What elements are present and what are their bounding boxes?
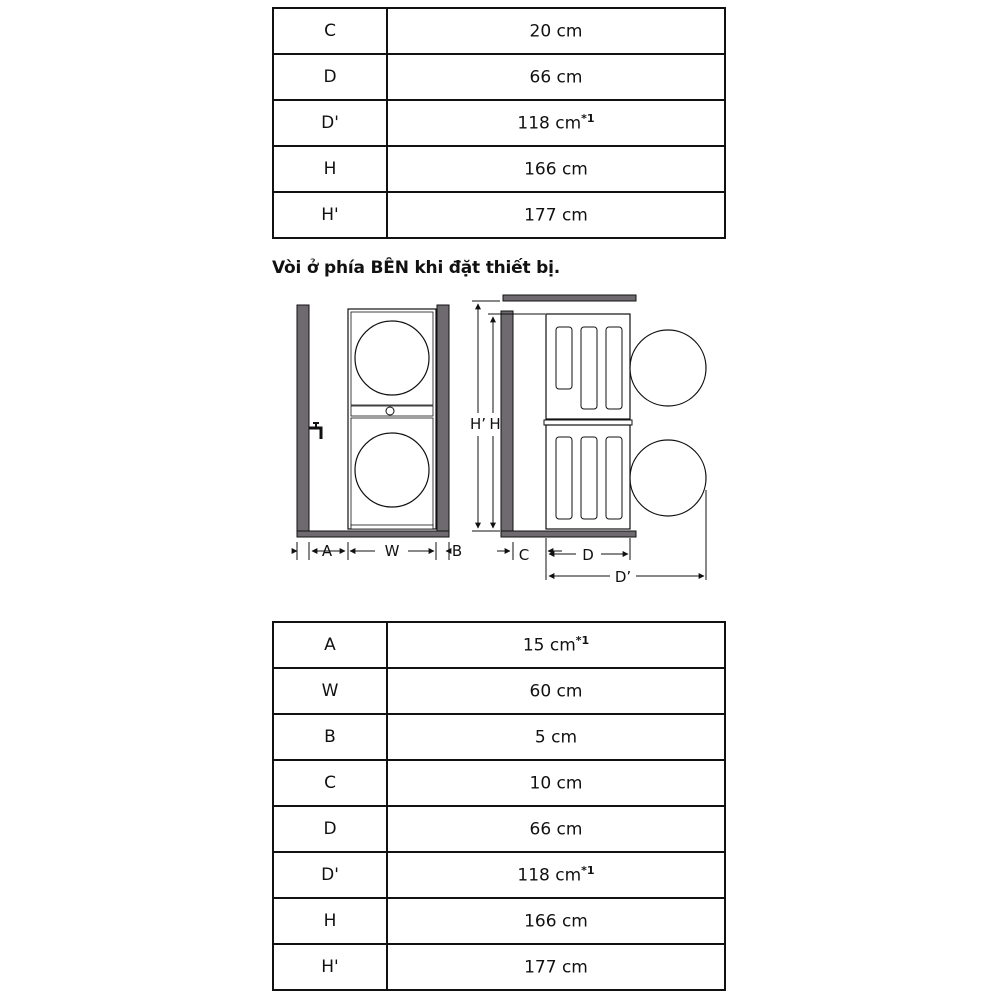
dimension-value-cell	[387, 8, 725, 54]
dimension-value-cell	[387, 806, 725, 852]
stacked-appliance-side	[544, 314, 706, 529]
dimension-key: B	[273, 714, 387, 760]
table-body	[273, 8, 725, 238]
table-row	[273, 898, 725, 944]
dimension-value: 20 cm	[529, 21, 583, 42]
dimension-value-cell	[387, 100, 725, 146]
dimension-value-cell	[387, 146, 725, 192]
dimension-value: 66 cm	[529, 819, 583, 840]
dimension-value: 118 cm	[517, 865, 582, 886]
dimension-value-cell	[387, 622, 725, 668]
dryer-door-open	[630, 330, 706, 406]
dimension-key: H	[273, 898, 387, 944]
dimension-value-cell	[387, 944, 725, 990]
dimension-value: 118 cm	[517, 113, 582, 134]
dimension-key: D	[273, 806, 387, 852]
label-b: B	[451, 542, 463, 560]
table-row	[273, 806, 725, 852]
label-h-prime: H’	[469, 415, 487, 433]
dimension-value: 60 cm	[529, 681, 583, 702]
dimension-key: C	[273, 760, 387, 806]
dimension-value: 166 cm	[524, 159, 588, 180]
table-row	[273, 852, 725, 898]
dimension-value-cell	[387, 192, 725, 238]
dimension-key: H'	[273, 944, 387, 990]
ceiling	[503, 295, 636, 301]
dimension-key: A	[273, 622, 387, 668]
dimension-key: D	[273, 54, 387, 100]
dimension-value-cell	[387, 668, 725, 714]
installation-diagram	[0, 290, 1000, 600]
section-heading: Vòi ở phía BÊN khi đặt thiết bị.	[272, 258, 560, 278]
dimension-key: H	[273, 146, 387, 192]
dimension-key: D'	[273, 100, 387, 146]
back-wall	[501, 311, 513, 537]
table-row	[273, 760, 725, 806]
label-a: A	[321, 542, 333, 560]
washer-door	[355, 433, 429, 507]
label-c: C	[518, 546, 530, 564]
label-h: H	[489, 415, 501, 433]
dimension-value: 66 cm	[529, 67, 583, 88]
table-row	[273, 192, 725, 238]
dimension-value: 177 cm	[524, 205, 588, 226]
dimension-table-bottom	[272, 621, 726, 991]
right-wall	[437, 305, 449, 535]
dimension-table-top	[272, 7, 726, 239]
dimension-key: D'	[273, 852, 387, 898]
table-row	[273, 622, 725, 668]
table-row	[273, 8, 725, 54]
dimension-value: 15 cm	[522, 635, 576, 656]
dimension-value: 177 cm	[524, 957, 588, 978]
side-floor	[501, 531, 636, 537]
stacked-appliance-front	[348, 309, 436, 529]
front-view	[294, 305, 462, 560]
table-row	[273, 100, 725, 146]
dimension-value-cell	[387, 852, 725, 898]
dimension-value: 5 cm	[534, 727, 578, 748]
table-row	[273, 54, 725, 100]
side-view	[470, 295, 706, 586]
dimension-key: W	[273, 668, 387, 714]
dimension-value-cell	[387, 760, 725, 806]
table-row	[273, 146, 725, 192]
dimension-value-cell	[387, 898, 725, 944]
dimension-value-cell	[387, 54, 725, 100]
table-row	[273, 668, 725, 714]
washer-door-open	[630, 440, 706, 516]
dimension-key: H'	[273, 192, 387, 238]
table-row	[273, 714, 725, 760]
dimension-value: 10 cm	[529, 773, 583, 794]
dimension-key: C	[273, 8, 387, 54]
dimension-value-cell	[387, 714, 725, 760]
table-body	[273, 622, 725, 990]
dryer-door	[355, 321, 429, 395]
dimension-value: 166 cm	[524, 911, 588, 932]
table-row	[273, 944, 725, 990]
label-d-prime: D’	[614, 568, 632, 586]
floor	[297, 531, 449, 537]
label-d: D	[582, 546, 594, 564]
footnote-mark: *1	[575, 634, 590, 648]
footnote-mark: *1	[581, 864, 595, 878]
left-wall	[297, 305, 309, 535]
faucet-icon	[309, 423, 321, 439]
label-w: W	[384, 542, 400, 560]
footnote-mark: *1	[581, 112, 595, 126]
